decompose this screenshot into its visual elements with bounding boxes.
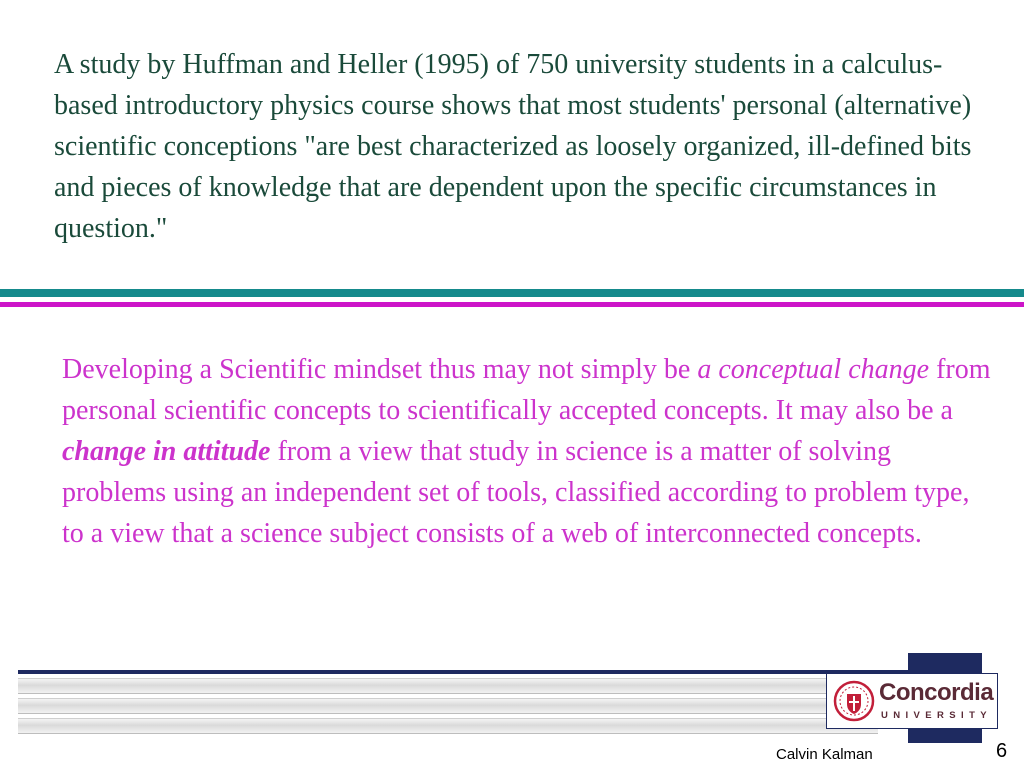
main-text-part-3: from a view that study in science is a matter of solving problems using an independent set of tools, classified according to problem type, to a view that a science subject consists of a web of interconnected concepts. xyxy=(62,436,970,549)
main-paragraph xyxy=(62,349,992,554)
divider-teal-band xyxy=(0,289,1024,297)
slide-number: 6 xyxy=(996,740,1008,762)
logo-wordmark: Concordia xyxy=(879,679,994,706)
university-seal-icon xyxy=(833,680,875,722)
emphasis-change-in-attitude: change in attitude xyxy=(62,436,271,467)
main-text-part-1: Developing a Scientific mindset thus may not simply be xyxy=(62,354,698,385)
divider-magenta-band xyxy=(0,302,1024,307)
logo-subtitle: UNIVERSITY xyxy=(881,710,993,721)
presenter-name: Calvin Kalman xyxy=(776,746,873,763)
quote-paragraph: A study by Huffman and Heller (1995) of 750 university students in a calculus-based introductory physics course shows that most students' personal (alternative) scientific conceptions "are best characterized as loosely organized, ill-defined bits and pieces of knowledge that are dependent upon the specific circumstances in question." xyxy=(54,49,972,244)
footer-navy-line xyxy=(18,670,908,674)
concordia-logo xyxy=(826,673,998,729)
emphasis-conceptual-change: a conceptual change xyxy=(697,354,930,385)
footer-stripe xyxy=(18,678,878,694)
footer-stripe xyxy=(18,718,878,734)
footer-stripe xyxy=(18,698,878,714)
main-text-part-2: from personal scientific concepts to scientifically accepted concepts. It may also be a xyxy=(62,354,991,426)
